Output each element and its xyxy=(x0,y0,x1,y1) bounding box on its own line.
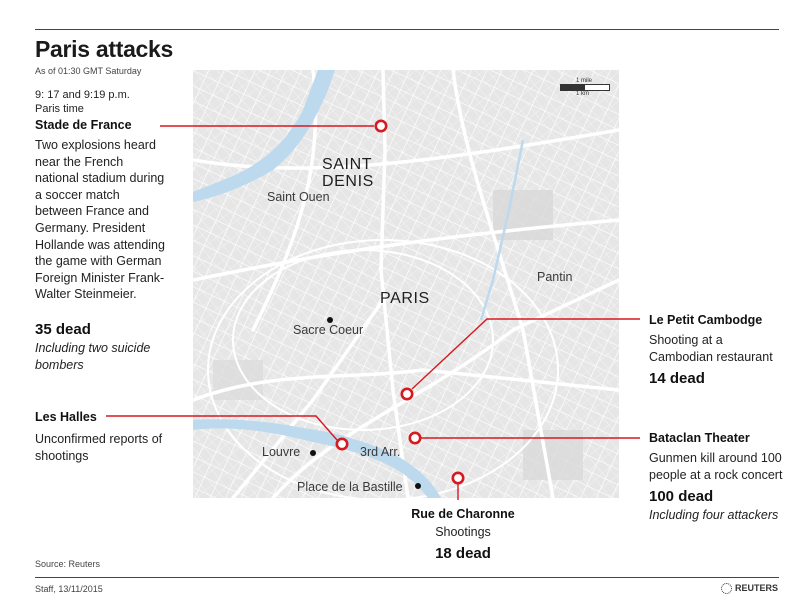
marker-les-halles[interactable] xyxy=(337,439,347,449)
halles-title: Les Halles xyxy=(35,410,97,424)
charonne-dead-count: 18 dead xyxy=(435,544,491,562)
bataclan-dead-count: 100 dead xyxy=(649,488,714,505)
map-label-saint-denis: SAINT DENIS xyxy=(322,156,374,190)
bataclan-title: Bataclan Theater xyxy=(649,431,750,445)
scale-km-label: 1 km xyxy=(576,91,590,97)
source-credit: Source: Reuters xyxy=(35,559,101,569)
map-label-bastille: Place de la Bastille xyxy=(297,480,403,494)
reuters-logo-text: REUTERS xyxy=(734,583,778,593)
stade-title: Stade de France xyxy=(35,118,132,132)
dot-sacre-coeur xyxy=(327,317,333,323)
leader-line-cambodge xyxy=(412,319,640,389)
cambodge-description: Shooting at a Cambodian restaurant xyxy=(649,333,773,364)
attack-time-zone: Paris time xyxy=(35,103,84,115)
dot-bastille xyxy=(415,483,421,489)
as-of-timestamp: As of 01:30 GMT Saturday xyxy=(35,66,142,76)
halles-description: Unconfirmed reports of shootings xyxy=(35,432,163,463)
attack-time: 9: 17 and 9:19 p.m. xyxy=(35,89,130,101)
marker-bataclan[interactable] xyxy=(410,433,420,443)
marker-rue-de-charonne[interactable] xyxy=(453,473,463,483)
map-label-pantin: Pantin xyxy=(537,270,573,284)
dot-louvre xyxy=(310,450,316,456)
reuters-logo-icon xyxy=(721,583,732,594)
marker-le-petit-cambodge[interactable] xyxy=(402,389,412,399)
map-label-paris: PARIS xyxy=(380,290,430,307)
map-label-3rd-arr: 3rd Arr. xyxy=(360,445,401,459)
stade-description: Two explosions heard near the French national stadium during a soccer match between France and Germany. President Hollande was attending the game with German Foreign Minister Frank-Walter Steinmeier. xyxy=(35,138,165,302)
staff-credit: Staff, 13/11/2015 xyxy=(35,584,103,594)
cambodge-title: Le Petit Cambodge xyxy=(649,313,763,327)
reuters-logo xyxy=(721,583,778,594)
map-label-louvre: Louvre xyxy=(262,445,301,459)
stade-note: Including two suicide bombers xyxy=(35,341,151,372)
page-title: Paris attacks xyxy=(35,36,174,62)
charonne-title: Rue de Charonne xyxy=(411,507,515,521)
map-label-saint-ouen: Saint Ouen xyxy=(267,190,330,204)
map-label-sacre-coeur: Sacre Coeur xyxy=(293,323,364,337)
charonne-description: Shootings xyxy=(435,525,491,539)
bataclan-description: Gunmen kill around 100 people at a rock concert xyxy=(649,451,783,482)
cambodge-dead-count: 14 dead xyxy=(649,370,705,387)
bataclan-note: Including four attackers xyxy=(649,508,779,522)
scale-miles-label: 1 mile xyxy=(576,78,593,84)
marker-stade-de-france[interactable] xyxy=(376,121,386,131)
charonne-block xyxy=(398,507,528,562)
stade-dead-count: 35 dead xyxy=(35,321,91,338)
